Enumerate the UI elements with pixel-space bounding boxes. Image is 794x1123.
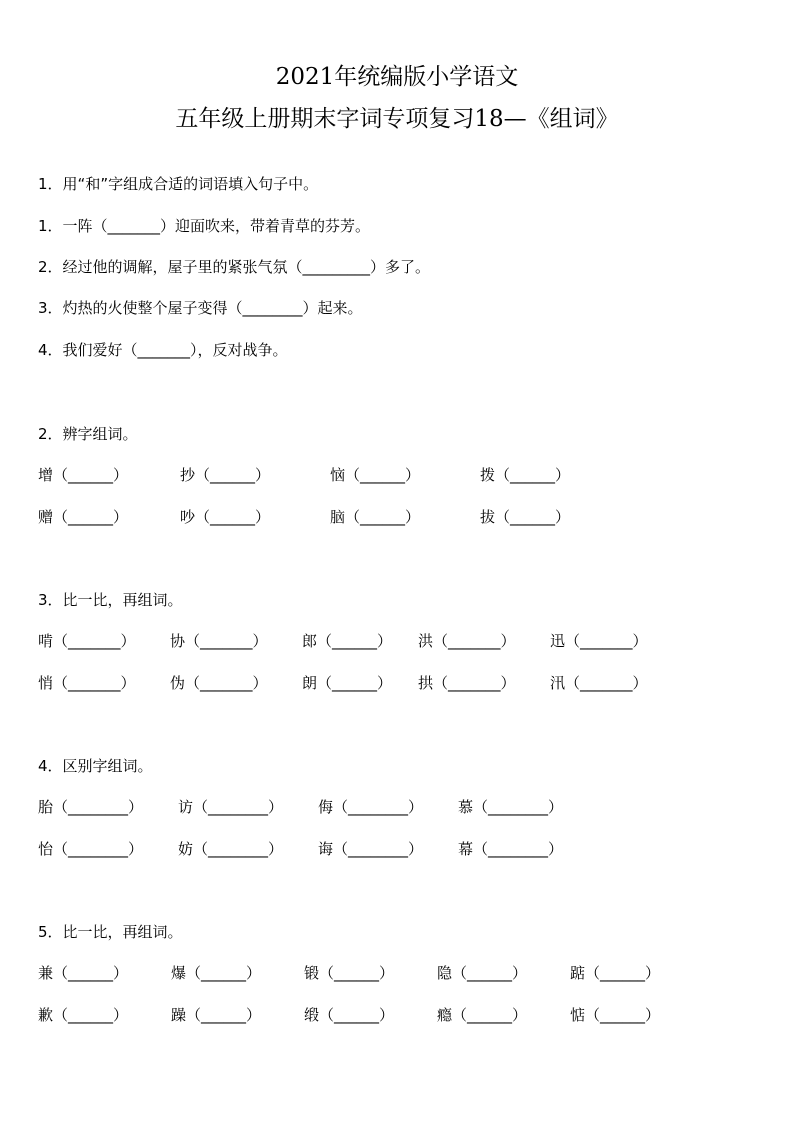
q3-cell: 洪（_______） xyxy=(418,632,516,650)
q4-cell: 慕（________） xyxy=(458,798,564,816)
q5-cell: 爆（______） xyxy=(171,964,262,982)
q3-cell: 啃（_______） xyxy=(38,632,136,650)
title-line-1: 2021年统编版小学语文 xyxy=(275,64,519,90)
q3-cell: 朗（______） xyxy=(302,674,393,692)
q5-cell: 缎（______） xyxy=(304,1006,395,1024)
q4-cell: 妨（________） xyxy=(178,840,284,858)
q4-cell: 侮（________） xyxy=(318,798,424,816)
q1-item-1: 1．一阵（_______）迎面吹来，带着青草的芬芳。 xyxy=(38,217,371,235)
q5-cell: 歉（______） xyxy=(38,1006,129,1024)
q2-cell: 赠（______） xyxy=(38,508,129,526)
q2-cell: 抄（______） xyxy=(180,466,271,484)
q4-heading: 4．区别字组词。 xyxy=(38,757,153,775)
q3-cell: 协（_______） xyxy=(170,632,268,650)
q2-cell: 拔（______） xyxy=(480,508,571,526)
q4-cell: 访（________） xyxy=(178,798,284,816)
q5-cell: 隐（______） xyxy=(437,964,528,982)
q4-cell: 怡（________） xyxy=(38,840,144,858)
q3-heading: 3．比一比，再组词。 xyxy=(38,591,183,609)
q5-cell: 锻（______） xyxy=(304,964,395,982)
q1-item-4: 4．我们爱好（_______），反对战争。 xyxy=(38,341,288,359)
q4-cell: 诲（________） xyxy=(318,840,424,858)
q2-cell: 拨（______） xyxy=(480,466,571,484)
q5-cell: 踮（______） xyxy=(570,964,661,982)
q2-cell: 增（______） xyxy=(38,466,129,484)
q3-cell: 悄（_______） xyxy=(38,674,136,692)
q1-heading: 1．用“和”字组成合适的词语填入句子中。 xyxy=(38,175,319,193)
q3-cell: 伪（_______） xyxy=(170,674,268,692)
title-line-2: 五年级上册期末字词专项复习18—《组词》 xyxy=(175,106,619,132)
q3-cell: 拱（_______） xyxy=(418,674,516,692)
q2-heading: 2．辨字组词。 xyxy=(38,425,138,443)
q3-cell: 郎（______） xyxy=(302,632,393,650)
q5-cell: 躁（______） xyxy=(171,1006,262,1024)
q5-heading: 5．比一比，再组词。 xyxy=(38,923,183,941)
q1-item-2: 2．经过他的调解，屋子里的紧张气氛（_________）多了。 xyxy=(38,258,431,276)
q2-cell: 恼（______） xyxy=(330,466,421,484)
q5-cell: 惦（______） xyxy=(570,1006,661,1024)
q2-cell: 吵（______） xyxy=(180,508,271,526)
q1-item-3: 3．灼热的火使整个屋子变得（________）起来。 xyxy=(38,299,363,317)
q4-cell: 幕（________） xyxy=(458,840,564,858)
q5-cell: 瘾（______） xyxy=(437,1006,528,1024)
q5-cell: 兼（______） xyxy=(38,964,129,982)
q4-cell: 胎（________） xyxy=(38,798,144,816)
q3-cell: 汛（_______） xyxy=(550,674,648,692)
q3-cell: 迅（_______） xyxy=(550,632,648,650)
q2-cell: 脑（______） xyxy=(330,508,421,526)
